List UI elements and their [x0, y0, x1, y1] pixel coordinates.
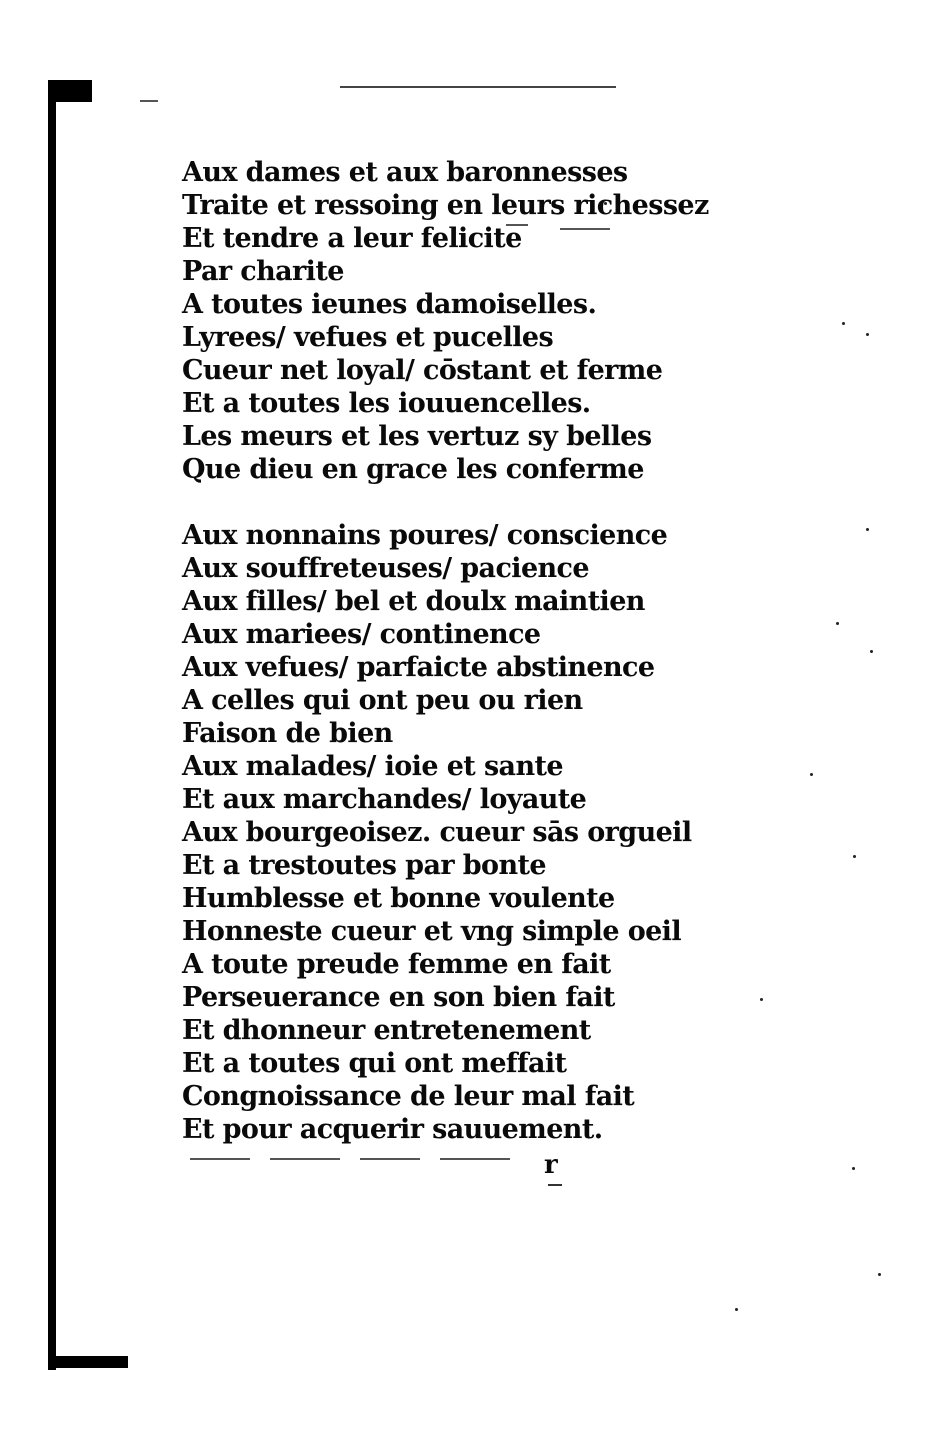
- scan-dash: [270, 1158, 340, 1160]
- verse-line: Que dieu en grace les conferme: [182, 454, 644, 485]
- verse-line: Par charite: [182, 256, 344, 287]
- verse-line: Et aux marchandes/ loyaute: [182, 784, 587, 815]
- scan-speck: [866, 528, 869, 531]
- verse-line: Aux nonnains poures/ conscience: [182, 520, 668, 551]
- verse-line: Aux bourgeoisez. cueur sās orgueil: [182, 817, 692, 848]
- scan-speck: [870, 650, 873, 653]
- verse-line: Humblesse et bonne voulente: [182, 883, 615, 914]
- verse-line: Perseuerance en son bien fait: [182, 982, 615, 1013]
- stanza-2: [182, 519, 709, 1146]
- verse-line: Et pour acquerir sauuement.: [182, 1114, 603, 1145]
- signature-mark: r: [544, 1150, 558, 1180]
- scan-speck: [853, 855, 856, 858]
- scan-dash: [440, 1158, 510, 1160]
- scan-dash: [190, 1158, 250, 1160]
- verse-line: Aux malades/ ioie et sante: [182, 751, 563, 782]
- verse-line: Et a trestoutes par bonte: [182, 850, 546, 881]
- verse-line: Et a toutes qui ont meffait: [182, 1048, 567, 1079]
- scan-edge-bottom: [48, 1356, 128, 1368]
- verse-line: A toutes ieunes damoiselles.: [182, 289, 597, 320]
- verse-line: Aux vefues/ parfaicte abstinence: [182, 652, 655, 683]
- verse-line: Honneste cueur et vng simple oeil: [182, 916, 682, 947]
- verse-line: Et tendre a leur felicite: [182, 223, 522, 254]
- stanza-1: [182, 156, 709, 486]
- scan-speck: [760, 998, 763, 1001]
- scan-speck: [810, 773, 813, 776]
- scan-edge-left: [48, 80, 56, 1370]
- scan-dash: [360, 1158, 420, 1160]
- scan-speck: [735, 1308, 738, 1311]
- verse-line: Faison de bien: [182, 718, 393, 749]
- poem-text: [182, 156, 709, 1146]
- verse-line: Congnoissance de leur mal fait: [182, 1081, 635, 1112]
- verse-line: A celles qui ont peu ou rien: [182, 685, 583, 716]
- verse-line: Traite et ressoing en leurs richessez: [182, 190, 709, 221]
- scan-speck: [866, 333, 869, 336]
- verse-line: Et a toutes les iouuencelles.: [182, 388, 591, 419]
- scan-speck: [852, 1167, 855, 1170]
- verse-line: Aux souffreteuses/ pacience: [182, 553, 589, 584]
- verse-line: Les meurs et les vertuz sy belles: [182, 421, 652, 452]
- top-rule: [340, 86, 616, 88]
- scan-speck: [836, 622, 839, 625]
- verse-line: Lyrees/ vefues et pucelles: [182, 322, 554, 353]
- verse-line: Aux mariees/ continence: [182, 619, 541, 650]
- verse-line: Aux filles/ bel et doulx maintien: [182, 586, 645, 617]
- scan-speck: [842, 322, 845, 325]
- scan-dash: [140, 100, 158, 102]
- verse-line: A toute preude femme en fait: [182, 949, 611, 980]
- verse-line: Cueur net loyal/ cōstant et ferme: [182, 355, 663, 386]
- verse-line: Et dhonneur entretenement: [182, 1015, 591, 1046]
- scan-speck: [878, 1273, 881, 1276]
- verse-line: Aux dames et aux baronnesses: [182, 157, 628, 188]
- signature-underline: [548, 1184, 562, 1186]
